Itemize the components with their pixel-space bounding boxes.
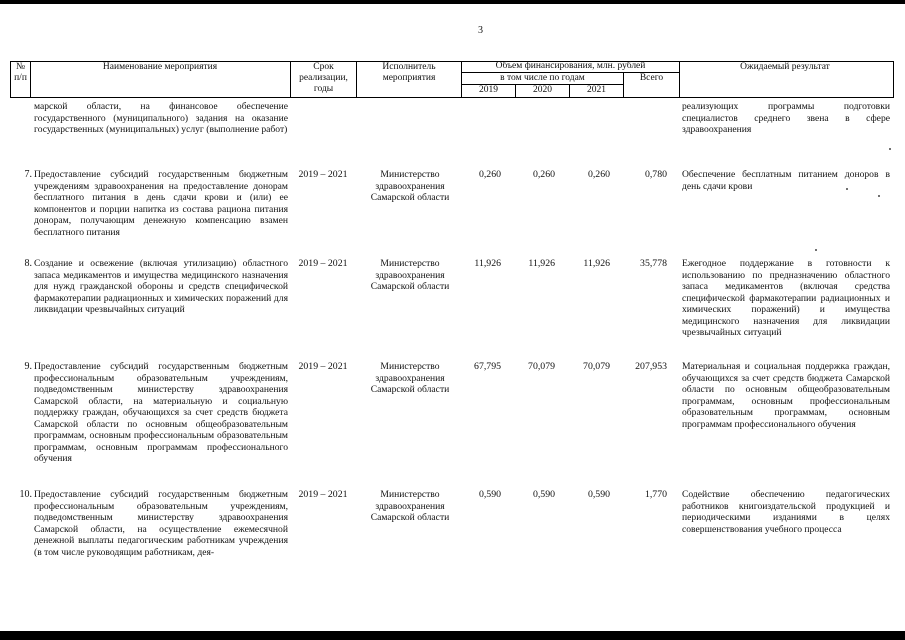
header-financing: Объем финансирования, млн. рублей <box>495 61 646 71</box>
cell-result: Содействие обеспечению педагогических работников книгоиздательской продукцией и периодическими изданиями в целях совершенствования учебного процесса <box>682 489 890 535</box>
header-term: Срок реализации, годы <box>299 62 348 94</box>
cell-name: марской области, на финансовое обеспечение государственного (муниципального) задания на оказание государственных (муниципальных) услуг (выполнение работ) <box>34 101 288 135</box>
cell-2019: 0,590 <box>478 489 501 500</box>
col-divider <box>356 61 357 98</box>
cell-total: 1,770 <box>644 489 667 500</box>
col-divider <box>893 61 894 98</box>
cell-2020: 0,590 <box>532 489 555 500</box>
cell-num: 9. <box>24 361 32 372</box>
cell-term: 2019 – 2021 <box>298 169 348 180</box>
scan-speck <box>889 148 891 150</box>
cell-2020: 70,079 <box>528 361 555 372</box>
cell-total: 35,778 <box>640 258 667 269</box>
cell-total: 207,953 <box>635 361 667 372</box>
cell-executor: Министерство здравоохранения Самарской области <box>370 169 450 203</box>
header-name: Наименование мероприятия <box>102 62 218 72</box>
header-executor: Исполнитель мероприятия <box>382 62 436 83</box>
cell-2019: 0,260 <box>478 169 501 180</box>
cell-2021: 11,926 <box>583 258 610 269</box>
cell-name: Создание и освежение (включая утилизацию) областного запаса медикаментов и имущества медицинского назначения для нужд гражданской обороны и средств специфической фармакотерапии радиационных и химических поражений для ликвидации чрезвычайных ситуаций <box>34 258 288 315</box>
header-total: Всего <box>639 73 664 83</box>
header-by-year: в том числе по годам <box>500 73 585 83</box>
cell-2019: 67,795 <box>474 361 501 372</box>
page-number: 3 <box>478 25 483 36</box>
scan-speck <box>878 195 880 197</box>
cell-result: Ежегодное поддержание в готовности к использованию по предназначению областного запаса медикаментов (включая средства специфической фармакотерапии радиационных и химических поражений) и имущества медицинского назначения для ликвидации чрезвычайных ситуаций <box>682 258 890 338</box>
cell-num: 7. <box>24 169 32 180</box>
cell-2021: 0,260 <box>587 169 610 180</box>
col-divider <box>30 61 31 98</box>
cell-result: реализующих программы подготовки специалистов среднего звена в сфере здравоохранения <box>682 101 890 135</box>
cell-executor: Министерство здравоохранения Самарской области <box>370 361 450 395</box>
cell-num: 10. <box>19 489 32 500</box>
scan-top-edge <box>0 0 905 4</box>
cell-result: Материальная и социальная поддержка граждан, обучающихся за счет средств бюджета Самарской области по основным общеобразовательным программам, основным профессиональным образовательным программам, основным программам профессионального обучения <box>682 361 890 430</box>
header-result: Ожидаемый результат <box>740 62 830 72</box>
table-header <box>0 61 905 97</box>
header-year-2020: 2020 <box>533 85 552 95</box>
cell-executor: Министерство здравоохранения Самарской области <box>370 489 450 523</box>
header-bottom-rule <box>10 97 893 98</box>
cell-name: Предоставление субсидий государственным бюджетным учреждениям здравоохранения на предоставление донорам бесплатного питания в день сдачи крови и (или) ее компонентов и порции напитка из состава рациона питания донорам, получающим денежную компенсацию взамен бесплатного питания <box>34 169 288 238</box>
cell-2021: 70,079 <box>583 361 610 372</box>
scan-speck <box>815 249 817 251</box>
cell-2021: 0,590 <box>587 489 610 500</box>
cell-2019: 11,926 <box>474 258 501 269</box>
cell-num: 8. <box>24 258 32 269</box>
col-divider <box>679 61 680 98</box>
header-num: № п/п <box>14 62 27 83</box>
cell-2020: 11,926 <box>528 258 555 269</box>
cell-term: 2019 – 2021 <box>298 489 348 500</box>
cell-result: Обеспечение бесплатным питанием доноров в день сдачи крови <box>682 169 890 192</box>
header-year-2021: 2021 <box>587 85 606 95</box>
cell-name: Предоставление субсидий государственным бюджетным профессиональным образовательным учреждениям, подведомственным министерству здравоохранения Самарской области, на материальную и социальную поддержку граждан, обучающихся за счет средств бюджета Самарской области по основным общеобразовательным программам, основным профессиональным образовательным программам, основным программам профессионального обучения <box>34 361 288 464</box>
cell-executor: Министерство здравоохранения Самарской области <box>370 258 450 292</box>
cell-term: 2019 – 2021 <box>298 361 348 372</box>
scan-speck <box>846 188 848 190</box>
cell-term: 2019 – 2021 <box>298 258 348 269</box>
scan-bottom-edge <box>0 631 905 640</box>
cell-name: Предоставление субсидий государственным бюджетным профессиональным образовательным учреждениям, подведомственным министерству здравоохранения Самарской области, на осуществление ежемесячной денежной выплаты педагогическим работникам учреждения (в том числе руководящим работникам, дея- <box>34 489 288 558</box>
cell-total: 0,780 <box>644 169 667 180</box>
cell-2020: 0,260 <box>532 169 555 180</box>
header-year-2019: 2019 <box>479 85 498 95</box>
